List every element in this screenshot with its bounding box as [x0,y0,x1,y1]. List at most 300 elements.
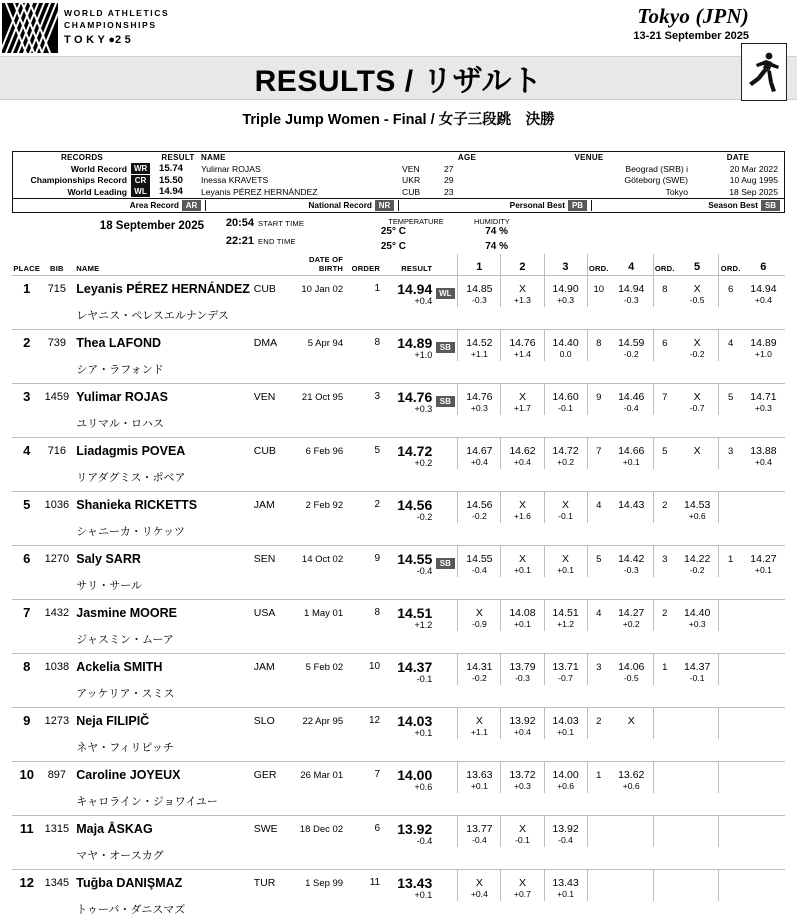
record-nat: VEN [402,163,420,174]
athlete-nationality: VEN [253,390,276,403]
record-age: 29 [444,175,454,186]
attempt-1 [458,761,501,793]
best-mark: 13.92 [397,820,433,837]
best-result [386,599,433,631]
athlete-first-name: Leyanis [76,281,123,296]
table-row[interactable] [12,815,785,847]
attempt-mark: X [475,714,483,727]
attempt-5 [676,491,719,523]
attempt-mark: 14.67 [466,444,493,457]
attempt-wind: +0.2 [557,456,575,467]
athlete-name[interactable] [72,599,253,631]
attempt-4 [610,437,653,469]
attempt-2 [501,275,544,307]
table-row[interactable] [12,707,785,739]
record-label: World Record [70,163,127,174]
order-before-round-5 [653,707,676,739]
th-ord-5: ORD. [653,254,676,275]
legend-national-record: National Record NR [206,200,399,211]
attempt-wind: 0.0 [559,348,572,359]
attempt-1 [458,383,501,415]
attempt-mark: 14.90 [552,282,579,295]
athlete-nationality: SLO [253,714,275,727]
athlete-order: 5 [374,444,381,456]
athlete-name[interactable] [72,815,253,847]
order-before-round-5 [653,815,676,847]
attempt-wind: +0.1 [557,726,575,737]
athlete-last-name: RICKETTS [134,497,198,512]
th-dob: DATE OF BIRTH [308,254,344,273]
athlete-name-jp-row [12,415,785,437]
attempt-mark: X [518,282,526,295]
athlete-order: 7 [374,768,381,780]
athlete-bib: 1270 [44,552,70,565]
athlete-last-name: JOYEUX [129,767,181,782]
session-meta [0,213,797,252]
best-result [386,545,433,577]
attempt-mark: X [475,606,483,619]
best-mark: 14.55 [397,550,433,567]
start-time-label: START TIME [258,218,305,228]
athlete-order: 6 [374,822,381,834]
table-row[interactable] [12,383,785,415]
attempt-2 [501,545,544,577]
attempt-3 [544,815,587,847]
attempt-wind: +0.1 [557,888,575,899]
order-before-round-5: 8 [653,275,676,307]
event-title-jp: 女子三段跳 決勝 [438,112,555,128]
attempt-wind: -0.4 [558,834,573,845]
record-tag-badge: SB [436,396,455,407]
athlete-name-jp-row [12,523,785,545]
attempt-mark: 14.56 [466,498,493,511]
attempt-mark: X [693,390,701,403]
best-result [386,275,433,307]
best-wind: +0.2 [414,457,433,468]
athlete-dob: 1 May 01 [304,607,344,619]
athlete-name[interactable] [72,653,253,685]
athlete-name[interactable] [72,869,253,901]
attempt-4 [610,707,653,739]
attempt-wind: +1.1 [470,726,488,737]
athlete-first-name: Caroline [76,767,127,782]
order-before-round-6 [719,761,742,793]
attempt-mark: 14.03 [552,714,579,727]
attempt-6 [742,329,785,361]
athlete-first-name: Maja [76,821,105,836]
temp-start-row [372,226,460,237]
record-name: Leyanis PÉREZ HERNÁNDEZ [201,186,318,197]
athlete-name[interactable] [72,275,253,307]
record-name: Inessa KRAVETS [201,175,269,186]
attempt-2 [501,869,544,901]
athlete-last-name: LAFOND [108,335,161,350]
result-place: 9 [23,712,31,728]
best-mark: 14.76 [397,388,433,405]
result-place: 7 [23,604,31,620]
athlete-nationality: GER [253,768,277,781]
record-nat: CUB [402,186,421,197]
athlete-nationality: CUB [253,444,276,457]
athlete-name-jp-row [12,901,785,923]
best-result [386,815,433,847]
record-age: 23 [444,186,454,197]
attempt-wind: -0.5 [689,294,705,305]
attempt-6 [742,545,785,577]
best-mark: 14.94 [397,280,433,297]
attempt-1 [458,599,501,631]
championships-logo [0,0,180,56]
attempt-wind: +0.4 [470,456,488,467]
attempt-mark: X [518,876,526,889]
result-record-tag [433,761,458,793]
order-before-round-5: 6 [653,329,676,361]
attempt-mark: 14.94 [618,282,645,295]
order-before-round-4: 4 [587,599,610,631]
attempt-mark: 14.94 [750,282,777,295]
best-wind: -0.4 [416,565,433,576]
attempt-6 [742,383,785,415]
attempt-mark: 14.08 [509,606,536,619]
best-mark: 14.56 [397,496,433,513]
jp-spacer [12,361,72,383]
attempt-mark: X [518,390,526,403]
order-before-round-6 [719,653,742,685]
athlete-first-name: Jasmine [76,605,127,620]
athlete-dob: 6 Feb 96 [305,445,344,457]
order-before-round-5: 2 [653,491,676,523]
th-nat [253,254,288,275]
record-date: 18 Sep 2025 [729,186,778,197]
environment-block [372,217,460,252]
order-before-round-6 [719,815,742,847]
result-record-tag [433,707,458,739]
jp-spacer [12,469,72,491]
athlete-name[interactable] [72,329,253,361]
attempt-5 [676,275,719,307]
best-wind: -0.1 [416,673,433,684]
athlete-order: 9 [374,552,381,564]
attempt-mark: 14.62 [509,444,536,457]
attempt-wind: +0.3 [688,618,706,629]
attempt-5 [676,437,719,469]
event-dates: 13-21 September 2025 [633,30,749,42]
attempt-wind: +0.3 [557,294,575,305]
attempt-6 [742,869,785,901]
best-wind: +0.6 [414,781,433,792]
attempt-3 [544,383,587,415]
athlete-name-jp-row [12,469,785,491]
athlete-name-jp: マヤ・オースカグ [76,849,164,862]
athlete-name[interactable] [72,545,253,577]
page-title-jp: リザルト [422,65,543,98]
athlete-dob: 5 Apr 94 [307,337,344,349]
records-header-row [13,152,784,163]
athlete-name[interactable] [72,761,253,793]
best-wind: +1.0 [414,349,433,360]
page-header [0,0,797,56]
attempt-2 [501,383,544,415]
best-wind: +0.4 [414,295,433,306]
athlete-last-name: SARR [105,551,141,566]
attempt-mark: 14.40 [684,606,711,619]
athlete-nationality: SWE [253,822,278,835]
athlete-dob: 22 Apr 95 [302,715,344,727]
record-tag: WR [131,163,155,174]
attempt-mark: 14.76 [466,390,493,403]
attempt-6 [742,599,785,631]
start-time: 20:54 [225,216,254,229]
attempt-wind: -0.1 [515,834,530,845]
order-before-round-4: 10 [587,275,610,307]
order-before-round-6: 6 [719,275,742,307]
result-record-tag [433,599,458,631]
humidity-start: 74 % [485,225,508,237]
athlete-bib: 1459 [44,390,70,403]
page-title-en: RESULTS / [254,65,414,98]
end-time: 22:21 [225,234,254,247]
th-round-1: 1 [458,254,501,275]
attempt-3 [544,869,587,901]
attempt-mark: 13.63 [466,768,493,781]
athlete-nationality: DMA [253,336,278,349]
attempt-wind: -0.5 [623,672,639,683]
attempt-1 [458,869,501,901]
attempt-5 [676,869,719,901]
athlete-name[interactable] [72,383,253,415]
athlete-name-jp-row [12,361,785,383]
attempt-2 [501,653,544,685]
attempt-4 [610,869,653,901]
athlete-dob: 1 Sep 99 [305,877,344,889]
order-before-round-4: 3 [587,653,610,685]
attempt-mark: 14.66 [618,444,645,457]
attempt-4 [610,491,653,523]
attempt-mark: 13.88 [750,444,777,457]
table-row[interactable] [12,653,785,685]
result-place: 3 [23,388,31,404]
attempt-mark: 14.43 [618,498,645,511]
athlete-order: 12 [368,714,381,726]
athlete-bib: 1345 [44,876,70,889]
result-record-tag [433,869,458,901]
table-row[interactable] [12,275,785,307]
athlete-bib: 1273 [44,714,70,727]
attempt-4 [610,545,653,577]
result-record-tag [433,275,458,307]
attempt-2 [501,707,544,739]
attempt-4 [610,383,653,415]
attempt-wind: +0.3 [754,402,772,413]
athlete-dob: 10 Jan 02 [301,283,344,295]
header-location-block [180,0,797,42]
attempt-2 [501,599,544,631]
attempt-wind: +1.3 [513,294,531,305]
th-ord-6: ORD. [719,254,742,275]
logo-mark-icon [2,3,58,53]
competition-date: 18 September 2025 [99,219,204,232]
hum-start-row [474,226,510,237]
table-row[interactable] [12,491,785,523]
attempt-mark: 14.00 [552,768,579,781]
attempt-6 [742,491,785,523]
table-row[interactable] [12,869,785,901]
host-city: Tokyo (JPN) [637,4,749,28]
event-title-en: Triple Jump Women - Final / [242,112,435,128]
attempt-6 [742,761,785,793]
attempt-4 [610,761,653,793]
attempt-wind: +1.6 [513,510,531,521]
temp-start: 25° C [380,225,406,237]
attempt-mark: 14.40 [552,336,579,349]
athlete-name[interactable] [72,491,253,523]
athlete-first-name: Ackelia [76,659,121,674]
athlete-last-name: ÅSKAG [107,821,153,836]
attempt-2 [501,815,544,847]
attempt-4 [610,653,653,685]
athlete-name-jp-row [12,577,785,599]
page-title [255,56,543,100]
attempt-wind: -0.2 [471,672,487,683]
athlete-bib: 897 [47,768,67,781]
attempt-wind: +0.1 [754,564,772,575]
jp-spacer [12,739,72,761]
attempt-6 [742,275,785,307]
result-record-tag [433,437,458,469]
athlete-bib: 1432 [44,606,70,619]
table-row[interactable] [12,437,785,469]
th-round-3: 3 [544,254,587,275]
record-label: Championships Record [30,175,127,186]
athlete-dob: 14 Oct 02 [301,553,344,565]
records-box [12,151,785,213]
table-row[interactable] [12,599,785,631]
athlete-nationality: TUR [253,876,276,889]
jp-spacer [12,415,72,437]
athlete-name-jp: リアダグミス・ポベア [76,471,186,484]
best-result [386,653,433,685]
athlete-order: 11 [369,876,381,888]
th-round-2: 2 [501,254,544,275]
attempt-mark: X [475,876,483,889]
record-result: 14.94 [159,186,184,198]
result-record-tag [433,653,458,685]
best-mark: 14.03 [397,712,433,729]
attempt-mark: 14.52 [466,336,493,349]
best-wind: +0.1 [414,727,433,738]
results-banner [0,56,797,100]
best-mark: 14.89 [397,334,433,351]
attempt-6 [742,653,785,685]
results-table-wrap [0,252,797,923]
attempt-3 [544,491,587,523]
athlete-nationality: JAM [253,498,275,511]
attempt-mark: 14.37 [684,660,711,673]
athlete-bib: 1036 [44,498,70,511]
attempt-wind: +0.1 [513,618,531,629]
attempt-mark: X [693,282,701,295]
attempt-wind: +0.3 [470,402,488,413]
result-record-tag [433,383,458,415]
athlete-dob: 5 Feb 02 [305,661,344,673]
logo-line-3: TOKY●25 [64,34,135,47]
table-row[interactable] [12,761,785,793]
attempt-wind: +0.2 [622,618,640,629]
order-before-round-6 [719,599,742,631]
athlete-dob: 18 Dec 02 [299,823,344,835]
jp-spacer [12,577,72,599]
order-before-round-5 [653,761,676,793]
attempt-4 [610,599,653,631]
attempt-wind: +0.4 [513,456,531,467]
athlete-name[interactable] [72,437,253,469]
attempt-mark: X [693,444,701,457]
logo-line-1: WORLD ATHLETICS [64,8,170,19]
attempt-wind: +1.4 [513,348,531,359]
attempt-wind: +0.6 [622,780,640,791]
th-round-4: 4 [628,260,635,273]
athlete-bib: 1038 [44,660,70,673]
table-header-row [12,254,785,275]
jp-spacer [12,631,72,653]
th-result: RESULT [401,263,433,273]
legend-area-record: Area Record AR [13,200,206,211]
order-before-round-4: 4 [587,491,610,523]
records-legend-row [13,199,784,212]
attempt-mark: X [518,498,526,511]
best-wind: +0.1 [414,889,433,900]
record-tag: CR [131,175,155,186]
attempt-2 [501,761,544,793]
attempt-wind: +0.4 [470,888,488,899]
attempt-4 [610,329,653,361]
athlete-order: 2 [374,498,381,510]
attempt-wind: +0.4 [754,294,772,305]
result-place: 11 [19,820,34,836]
athlete-name[interactable] [72,707,253,739]
athlete-name-jp: トゥーバ・ダニスマズ [76,903,186,916]
attempt-3 [544,707,587,739]
athlete-last-name: MOORE [129,605,177,620]
jp-spacer [12,685,72,707]
attempt-mark: 14.60 [552,390,579,403]
attempt-6 [742,815,785,847]
th-tag [433,254,458,275]
attempt-wind: -0.2 [689,348,705,359]
attempt-3 [544,599,587,631]
athlete-order: 1 [374,282,381,294]
th-name: NAME [76,263,100,273]
athlete-last-name: POVEA [141,443,186,458]
humidity-label: HUMIDITY [474,216,510,226]
order-before-round-4 [587,815,610,847]
attempt-wind: +0.1 [470,780,488,791]
attempt-mark: X [562,498,570,511]
attempt-3 [544,545,587,577]
triple-jump-pictogram-icon [741,43,787,101]
attempt-2 [501,329,544,361]
records-header-age: AGE [457,153,477,162]
athlete-first-name: Saly [76,551,102,566]
attempt-wind: -0.2 [623,348,639,359]
hum-end-row [474,241,510,252]
attempt-3 [544,653,587,685]
athlete-name-jp: ネヤ・フィリピッチ [76,741,174,754]
table-row[interactable] [12,329,785,361]
table-row[interactable] [12,545,785,577]
attempt-wind: -0.9 [471,618,487,629]
athlete-name-jp-row [12,739,785,761]
